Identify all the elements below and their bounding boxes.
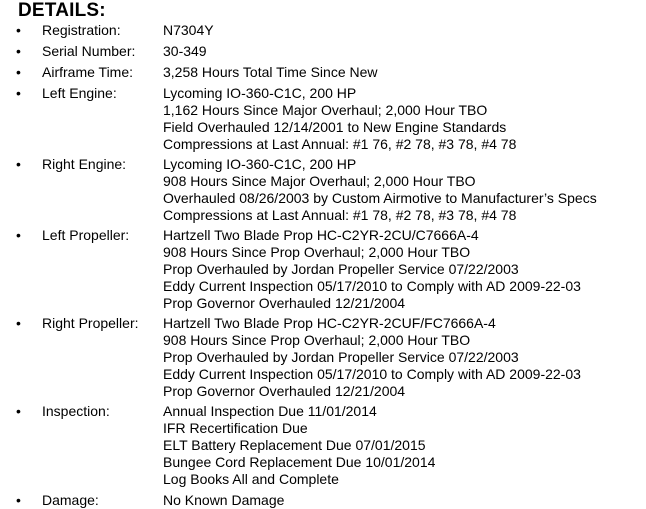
bullet-icon: •	[16, 227, 21, 243]
detail-line: 30-349	[163, 43, 207, 59]
detail-line: Prop Governor Overhauled 12/21/2004	[163, 383, 406, 399]
bullet-icon: •	[16, 315, 21, 331]
detail-line: N7304Y	[163, 22, 214, 38]
detail-line: Log Books All and Complete	[163, 471, 339, 487]
bullet-icon: •	[16, 403, 21, 419]
detail-value	[163, 64, 378, 81]
bullet-icon: •	[16, 43, 21, 59]
detail-value	[163, 43, 207, 60]
detail-line: Field Overhauled 12/14/2001 to New Engine Standards	[163, 119, 507, 135]
detail-line: Prop Overhauled by Jordan Propeller Service 07/22/2003	[163, 349, 519, 365]
detail-label: Right Propeller:	[42, 315, 139, 331]
detail-line: Bungee Cord Replacement Due 10/01/2014	[163, 454, 436, 470]
detail-label: Right Engine:	[42, 156, 127, 172]
detail-line: Compressions at Last Annual: #1 76, #2 78, #3 78, #4 78	[163, 136, 517, 152]
detail-label: Left Engine:	[42, 85, 117, 101]
detail-label: Registration:	[42, 22, 121, 38]
detail-line: Compressions at Last Annual: #1 78, #2 78, #3 78, #4 78	[163, 207, 517, 223]
bullet-icon: •	[16, 64, 21, 80]
detail-line: Hartzell Two Blade Prop HC-C2YR-2CUF/FC7666A-4	[163, 315, 496, 331]
bullet-icon: •	[16, 492, 21, 508]
detail-label: Damage:	[42, 492, 99, 508]
detail-line: Eddy Current Inspection 05/17/2010 to Comply with AD 2009-22-03	[163, 366, 581, 382]
detail-value	[163, 156, 597, 224]
bullet-icon: •	[16, 22, 21, 38]
detail-line: ELT Battery Replacement Due 07/01/2015	[163, 437, 426, 453]
detail-line: 908 Hours Since Prop Overhaul; 2,000 Hour TBO	[163, 244, 471, 260]
detail-line: IFR Recertification Due	[163, 420, 308, 436]
detail-line: Prop Governor Overhauled 12/21/2004	[163, 295, 406, 311]
bullet-icon: •	[16, 85, 21, 101]
detail-value	[163, 227, 581, 312]
detail-label: Inspection:	[42, 403, 110, 419]
detail-label: Left Propeller:	[42, 227, 130, 243]
detail-line: Prop Overhauled by Jordan Propeller Service 07/22/2003	[163, 261, 519, 277]
detail-value	[163, 85, 516, 153]
detail-line: Eddy Current Inspection 05/17/2010 to Comply with AD 2009-22-03	[163, 278, 581, 294]
detail-value	[163, 22, 214, 39]
detail-value	[163, 492, 284, 509]
detail-line: 908 Hours Since Major Overhaul; 2,000 Hour TBO	[163, 173, 476, 189]
detail-line: 1,162 Hours Since Major Overhaul; 2,000 Hour TBO	[163, 102, 488, 118]
detail-line: Lycoming IO-360-C1C, 200 HP	[163, 156, 357, 172]
details-heading: DETAILS:	[18, 0, 106, 21]
detail-line: Overhauled 08/26/2003 by Custom Airmotive to Manufacturer’s Specs	[163, 190, 597, 206]
detail-label: Airframe Time:	[42, 64, 134, 80]
detail-line: Lycoming IO-360-C1C, 200 HP	[163, 85, 357, 101]
detail-value	[163, 315, 581, 400]
detail-label: Serial Number:	[42, 43, 136, 59]
detail-line: Annual Inspection Due 11/01/2014	[163, 403, 377, 419]
detail-line: 908 Hours Since Prop Overhaul; 2,000 Hour TBO	[163, 332, 471, 348]
detail-line: Hartzell Two Blade Prop HC-C2YR-2CU/C7666A-4	[163, 227, 479, 243]
detail-line: 3,258 Hours Total Time Since New	[163, 64, 378, 80]
bullet-icon: •	[16, 156, 21, 172]
detail-value	[163, 403, 435, 488]
detail-line: No Known Damage	[163, 492, 285, 508]
